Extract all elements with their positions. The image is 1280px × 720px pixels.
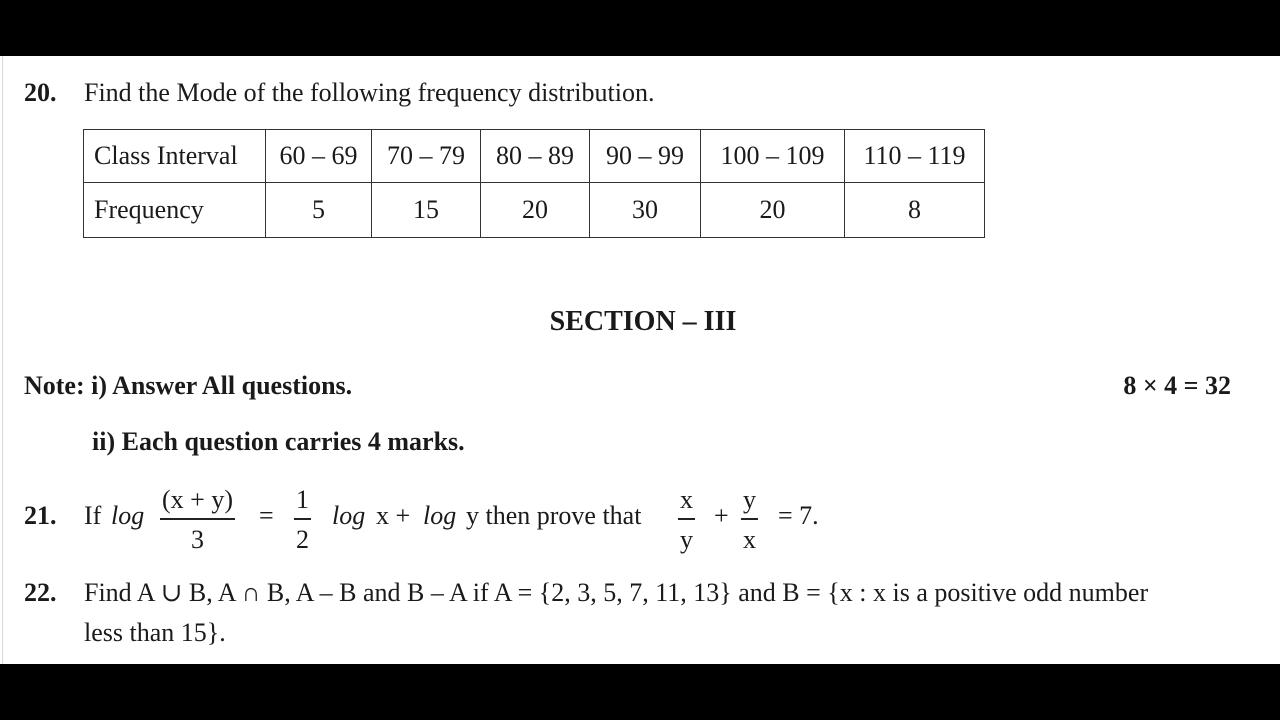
- frequency-cell: 8: [845, 183, 985, 238]
- frequency-cell: 20: [481, 183, 590, 238]
- row-header-frequency: Frequency: [84, 183, 266, 238]
- page-edge: [2, 56, 3, 664]
- fraction-denominator: 3: [190, 524, 204, 554]
- frequency-cell: 5: [266, 183, 372, 238]
- q21-log-3: log: [423, 501, 457, 530]
- row-header-class-interval: Class Interval: [84, 130, 266, 183]
- q22-line-1: Find A ∪ B, A ∩ B, A – B and B – A if A = {2, 3, 5, 7, 11, 13} and B = {x : x is a positive odd number: [84, 578, 1149, 607]
- fraction-numerator: y: [743, 485, 756, 514]
- interval-cell: 100 – 109: [701, 130, 845, 183]
- fraction-numerator: 1: [296, 485, 309, 514]
- fraction-denominator: y: [680, 524, 693, 554]
- frequency-cell: 20: [701, 183, 845, 238]
- section-title: SECTION – III: [549, 306, 737, 337]
- fraction-denominator: 2: [296, 524, 309, 554]
- q21-middle-text: x +: [376, 501, 411, 530]
- table-row: [84, 183, 985, 238]
- marks-summary: 8 × 4 = 32: [1123, 371, 1231, 400]
- fraction-x-over-y: [678, 487, 695, 553]
- q20-text: Find the Mode of the following frequency distribution.: [84, 78, 655, 107]
- interval-cell: 70 – 79: [372, 130, 481, 183]
- note-line-1: Note: i) Answer All questions.: [24, 371, 353, 400]
- q21-log-1: log: [111, 501, 145, 530]
- fraction-denominator: x: [743, 524, 756, 554]
- q21-equals: =: [259, 501, 274, 530]
- frequency-cell: 30: [590, 183, 701, 238]
- q21-if: If: [84, 501, 102, 530]
- q21-end: = 7.: [778, 501, 819, 530]
- table-row: [84, 130, 985, 183]
- fraction-x-plus-y-over-3: [160, 487, 235, 553]
- fraction-numerator: (x + y): [162, 485, 233, 514]
- q21-log-2: log: [332, 501, 366, 530]
- fraction-y-over-x: [741, 487, 758, 553]
- interval-cell: 110 – 119: [845, 130, 985, 183]
- interval-cell: 60 – 69: [266, 130, 372, 183]
- frequency-table: [83, 129, 985, 238]
- note-line-2: ii) Each question carries 4 marks.: [92, 427, 465, 456]
- q21-plus: +: [714, 501, 729, 530]
- q22-line-2: less than 15}.: [84, 618, 226, 647]
- q21-number: 21.: [24, 501, 57, 530]
- q20-number: 20.: [24, 78, 57, 107]
- fraction-numerator: x: [680, 485, 693, 514]
- q22-number: 22.: [24, 578, 57, 607]
- q21-tail-text: y then prove that: [466, 501, 642, 530]
- interval-cell: 80 – 89: [481, 130, 590, 183]
- interval-cell: 90 – 99: [590, 130, 701, 183]
- exam-page: [0, 56, 1280, 664]
- fraction-one-half: [294, 487, 311, 553]
- frequency-cell: 15: [372, 183, 481, 238]
